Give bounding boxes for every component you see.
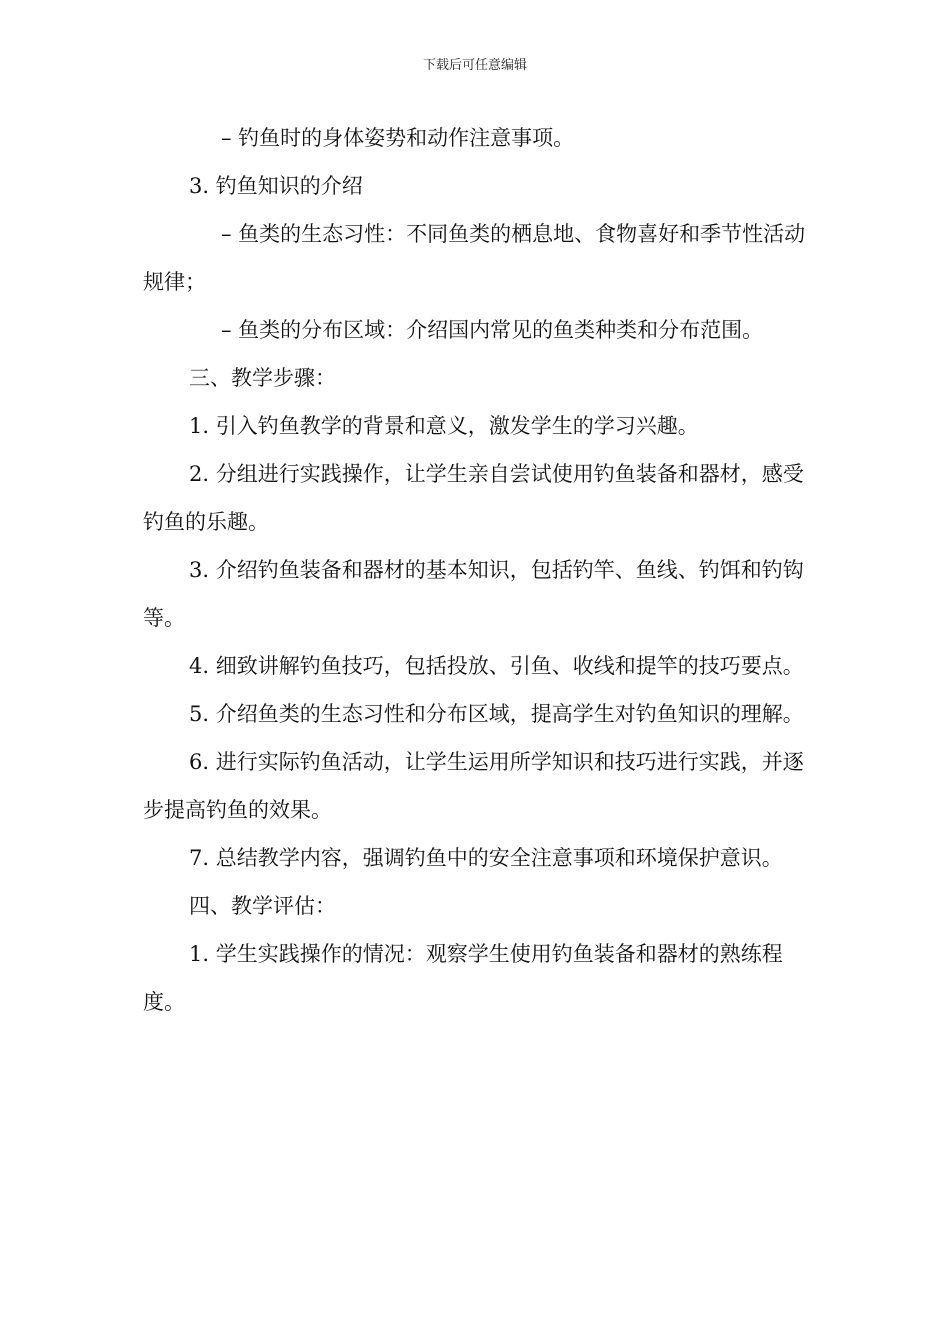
paragraph: 4. 细致讲解钓鱼技巧，包括投放、引鱼、收线和提竿的技巧要点。 (189, 654, 804, 678)
paragraph: 1. 学生实践操作的情况：观察学生使用钓鱼装备和器材的熟练程度。 (143, 942, 783, 1014)
paragraph: 6. 进行实际钓鱼活动，让学生运用所学知识和技巧进行实践，并逐步提高钓鱼的效果。 (143, 750, 804, 822)
paragraph: – 鱼类的生态习性：不同鱼类的栖息地、食物喜好和季节性活动规律； (143, 222, 806, 294)
paragraph: – 鱼类的分布区域：介绍国内常见的鱼类种类和分布范围。 (221, 318, 764, 342)
page-header: 下载后可任意编辑 (422, 58, 527, 73)
document-body (143, 114, 815, 1026)
section-heading: 四、教学评估： (189, 894, 336, 918)
paragraph: – 钓鱼时的身体姿势和动作注意事项。 (221, 126, 575, 150)
paragraph: 1. 引入钓鱼教学的背景和意义，激发学生的学习兴趣。 (189, 414, 699, 438)
paragraph: 2. 分组进行实践操作，让学生亲自尝试使用钓鱼装备和器材，感受钓鱼的乐趣。 (143, 462, 804, 534)
section-heading: 三、教学步骤： (189, 366, 336, 390)
paragraph: 3. 介绍钓鱼装备和器材的基本知识，包括钓竿、鱼线、钓饵和钓钩等。 (143, 558, 804, 630)
paragraph: 7. 总结教学内容，强调钓鱼中的安全注意事项和环境保护意识。 (189, 846, 783, 870)
paragraph: 3. 钓鱼知识的介绍 (189, 174, 363, 198)
paragraph: 5. 介绍鱼类的生态习性和分布区域，提高学生对钓鱼知识的理解。 (189, 702, 804, 726)
